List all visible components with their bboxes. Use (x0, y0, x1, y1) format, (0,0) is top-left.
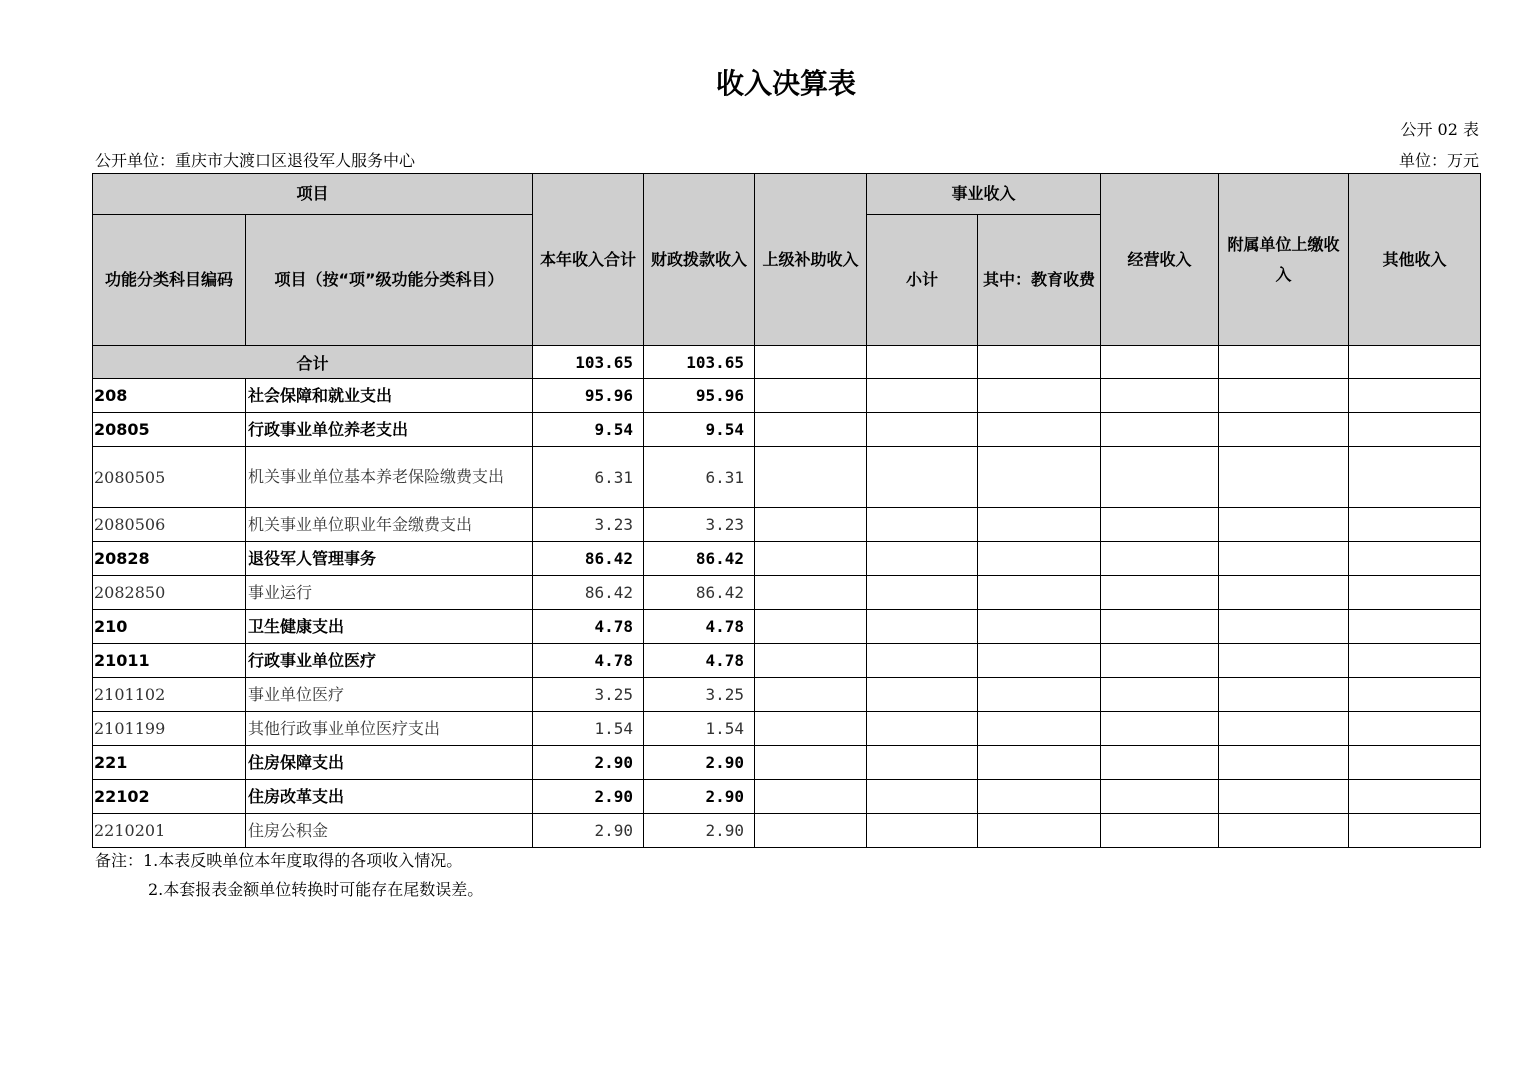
table-row (93, 542, 1481, 576)
empty-cell (1349, 678, 1481, 712)
row-name: 事业运行 (246, 576, 533, 610)
empty-cell (1101, 346, 1219, 379)
row-code: 221 (93, 746, 246, 780)
row-code: 20828 (93, 542, 246, 576)
empty-cell (1219, 508, 1349, 542)
empty-cell (1101, 413, 1219, 447)
empty-cell (1219, 346, 1349, 379)
empty-cell (755, 379, 867, 413)
empty-cell (755, 346, 867, 379)
empty-cell (1349, 576, 1481, 610)
row-total-income: 2.90 (533, 746, 644, 780)
note-2: 2.本套报表金额单位转换时可能存在尾数误差。 (148, 880, 484, 899)
row-total-income: 9.54 (533, 413, 644, 447)
empty-cell (755, 814, 867, 848)
empty-cell (1349, 644, 1481, 678)
empty-cell (978, 447, 1101, 508)
row-name: 社会保障和就业支出 (246, 379, 533, 413)
empty-cell (1219, 413, 1349, 447)
empty-cell (978, 644, 1101, 678)
empty-cell (1349, 447, 1481, 508)
table-row (93, 644, 1481, 678)
empty-cell (1219, 644, 1349, 678)
row-total-income: 95.96 (533, 379, 644, 413)
row-fiscal: 86.42 (644, 576, 755, 610)
empty-cell (1219, 610, 1349, 644)
header-other: 其他收入 (1349, 174, 1481, 346)
row-name: 其他行政事业单位医疗支出 (246, 712, 533, 746)
row-total-income: 6.31 (533, 447, 644, 508)
header-business: 经营收入 (1101, 174, 1219, 346)
empty-cell (755, 712, 867, 746)
empty-cell (1349, 814, 1481, 848)
empty-cell (1101, 780, 1219, 814)
row-fiscal: 95.96 (644, 379, 755, 413)
empty-cell (1349, 508, 1481, 542)
empty-cell (978, 508, 1101, 542)
empty-cell (867, 379, 978, 413)
row-code: 2101199 (93, 712, 246, 746)
empty-cell (1101, 576, 1219, 610)
row-total-income: 2.90 (533, 780, 644, 814)
empty-cell (1101, 542, 1219, 576)
row-name: 机关事业单位职业年金缴费支出 (246, 508, 533, 542)
empty-cell (755, 610, 867, 644)
empty-cell (755, 447, 867, 508)
row-code: 2082850 (93, 576, 246, 610)
empty-cell (978, 678, 1101, 712)
row-total-income: 3.25 (533, 678, 644, 712)
total-fiscal-value: 103.65 (644, 346, 755, 379)
empty-cell (1101, 447, 1219, 508)
empty-cell (1349, 379, 1481, 413)
empty-cell (1219, 576, 1349, 610)
header-code: 功能分类科目编码 (93, 215, 246, 346)
empty-cell (867, 447, 978, 508)
row-total-income: 4.78 (533, 644, 644, 678)
empty-cell (755, 746, 867, 780)
header-fiscal: 财政拨款收入 (644, 174, 755, 346)
empty-cell (1219, 542, 1349, 576)
row-name: 退役军人管理事务 (246, 542, 533, 576)
empty-cell (755, 780, 867, 814)
empty-cell (1349, 542, 1481, 576)
row-code: 21011 (93, 644, 246, 678)
row-fiscal: 2.90 (644, 746, 755, 780)
empty-cell (755, 542, 867, 576)
reporting-unit: 公开单位：重庆市大渡口区退役军人服务中心 (95, 151, 416, 170)
empty-cell (867, 346, 978, 379)
empty-cell (867, 746, 978, 780)
empty-cell (1101, 644, 1219, 678)
row-total-income: 3.23 (533, 508, 644, 542)
empty-cell (1219, 712, 1349, 746)
header-affiliated: 附属单位上缴收入 (1219, 174, 1349, 346)
empty-cell (867, 678, 978, 712)
total-income-value: 103.65 (533, 346, 644, 379)
empty-cell (867, 644, 978, 678)
total-label: 合计 (93, 346, 533, 379)
empty-cell (755, 576, 867, 610)
empty-cell (867, 814, 978, 848)
empty-cell (1349, 712, 1481, 746)
empty-cell (978, 379, 1101, 413)
empty-cell (978, 610, 1101, 644)
empty-cell (1101, 746, 1219, 780)
note-1: 备注：1.本表反映单位本年度取得的各项收入情况。 (95, 851, 463, 870)
table-row (93, 746, 1481, 780)
total-row (93, 346, 1481, 379)
header-subtotal: 小计 (867, 215, 978, 346)
row-fiscal: 86.42 (644, 542, 755, 576)
empty-cell (978, 712, 1101, 746)
empty-cell (867, 508, 978, 542)
page-title: 收入决算表 (715, 67, 856, 100)
empty-cell (978, 780, 1101, 814)
row-total-income: 4.78 (533, 610, 644, 644)
row-name: 行政事业单位养老支出 (246, 413, 533, 447)
row-code: 208 (93, 379, 246, 413)
empty-cell (1219, 814, 1349, 848)
empty-cell (1101, 712, 1219, 746)
row-name: 事业单位医疗 (246, 678, 533, 712)
empty-cell (867, 576, 978, 610)
table-row (93, 610, 1481, 644)
form-number: 公开 02 表 (1400, 120, 1479, 139)
table-row (93, 678, 1481, 712)
row-fiscal: 1.54 (644, 712, 755, 746)
empty-cell (978, 346, 1101, 379)
empty-cell (978, 746, 1101, 780)
row-total-income: 86.42 (533, 576, 644, 610)
empty-cell (755, 413, 867, 447)
empty-cell (1101, 678, 1219, 712)
empty-cell (755, 508, 867, 542)
empty-cell (978, 576, 1101, 610)
row-total-income: 86.42 (533, 542, 644, 576)
empty-cell (1101, 814, 1219, 848)
empty-cell (1219, 447, 1349, 508)
notes (95, 846, 483, 904)
header-education: 其中：教育收费 (978, 215, 1101, 346)
row-fiscal: 3.25 (644, 678, 755, 712)
header-item: 项目（按“项”级功能分类科目） (246, 215, 533, 346)
empty-cell (978, 413, 1101, 447)
empty-cell (1101, 508, 1219, 542)
empty-cell (978, 542, 1101, 576)
currency-unit: 单位：万元 (1398, 151, 1479, 170)
row-fiscal: 2.90 (644, 814, 755, 848)
table-row (93, 508, 1481, 542)
row-code: 20805 (93, 413, 246, 447)
empty-cell (978, 814, 1101, 848)
table-row (93, 447, 1481, 508)
table-row (93, 413, 1481, 447)
row-name: 住房改革支出 (246, 780, 533, 814)
row-name: 机关事业单位基本养老保险缴费支出 (246, 447, 533, 508)
table-row (93, 576, 1481, 610)
empty-cell (1349, 610, 1481, 644)
row-fiscal: 4.78 (644, 644, 755, 678)
row-fiscal: 4.78 (644, 610, 755, 644)
empty-cell (1349, 346, 1481, 379)
header-undertaking: 事业收入 (867, 174, 1101, 215)
row-code: 2101102 (93, 678, 246, 712)
row-name: 行政事业单位医疗 (246, 644, 533, 678)
row-code: 2080506 (93, 508, 246, 542)
empty-cell (1349, 413, 1481, 447)
row-name: 住房保障支出 (246, 746, 533, 780)
empty-cell (1349, 746, 1481, 780)
empty-cell (1219, 379, 1349, 413)
row-total-income: 1.54 (533, 712, 644, 746)
row-fiscal: 3.23 (644, 508, 755, 542)
table-row (93, 379, 1481, 413)
empty-cell (1101, 379, 1219, 413)
table-row (93, 780, 1481, 814)
empty-cell (1349, 780, 1481, 814)
row-fiscal: 9.54 (644, 413, 755, 447)
row-code: 22102 (93, 780, 246, 814)
row-name: 卫生健康支出 (246, 610, 533, 644)
header-total-income: 本年收入合计 (533, 174, 644, 346)
empty-cell (867, 712, 978, 746)
income-table (92, 173, 1481, 848)
empty-cell (867, 780, 978, 814)
empty-cell (867, 542, 978, 576)
header-superior: 上级补助收入 (755, 174, 867, 346)
empty-cell (1101, 610, 1219, 644)
empty-cell (867, 610, 978, 644)
row-fiscal: 6.31 (644, 447, 755, 508)
row-fiscal: 2.90 (644, 780, 755, 814)
table-row (93, 814, 1481, 848)
empty-cell (1219, 746, 1349, 780)
empty-cell (1219, 780, 1349, 814)
row-code: 2080505 (93, 447, 246, 508)
empty-cell (1219, 678, 1349, 712)
empty-cell (867, 413, 978, 447)
row-code: 2210201 (93, 814, 246, 848)
empty-cell (755, 644, 867, 678)
row-code: 210 (93, 610, 246, 644)
header-project: 项目 (93, 174, 533, 215)
empty-cell (755, 678, 867, 712)
table-row (93, 712, 1481, 746)
row-total-income: 2.90 (533, 814, 644, 848)
row-name: 住房公积金 (246, 814, 533, 848)
